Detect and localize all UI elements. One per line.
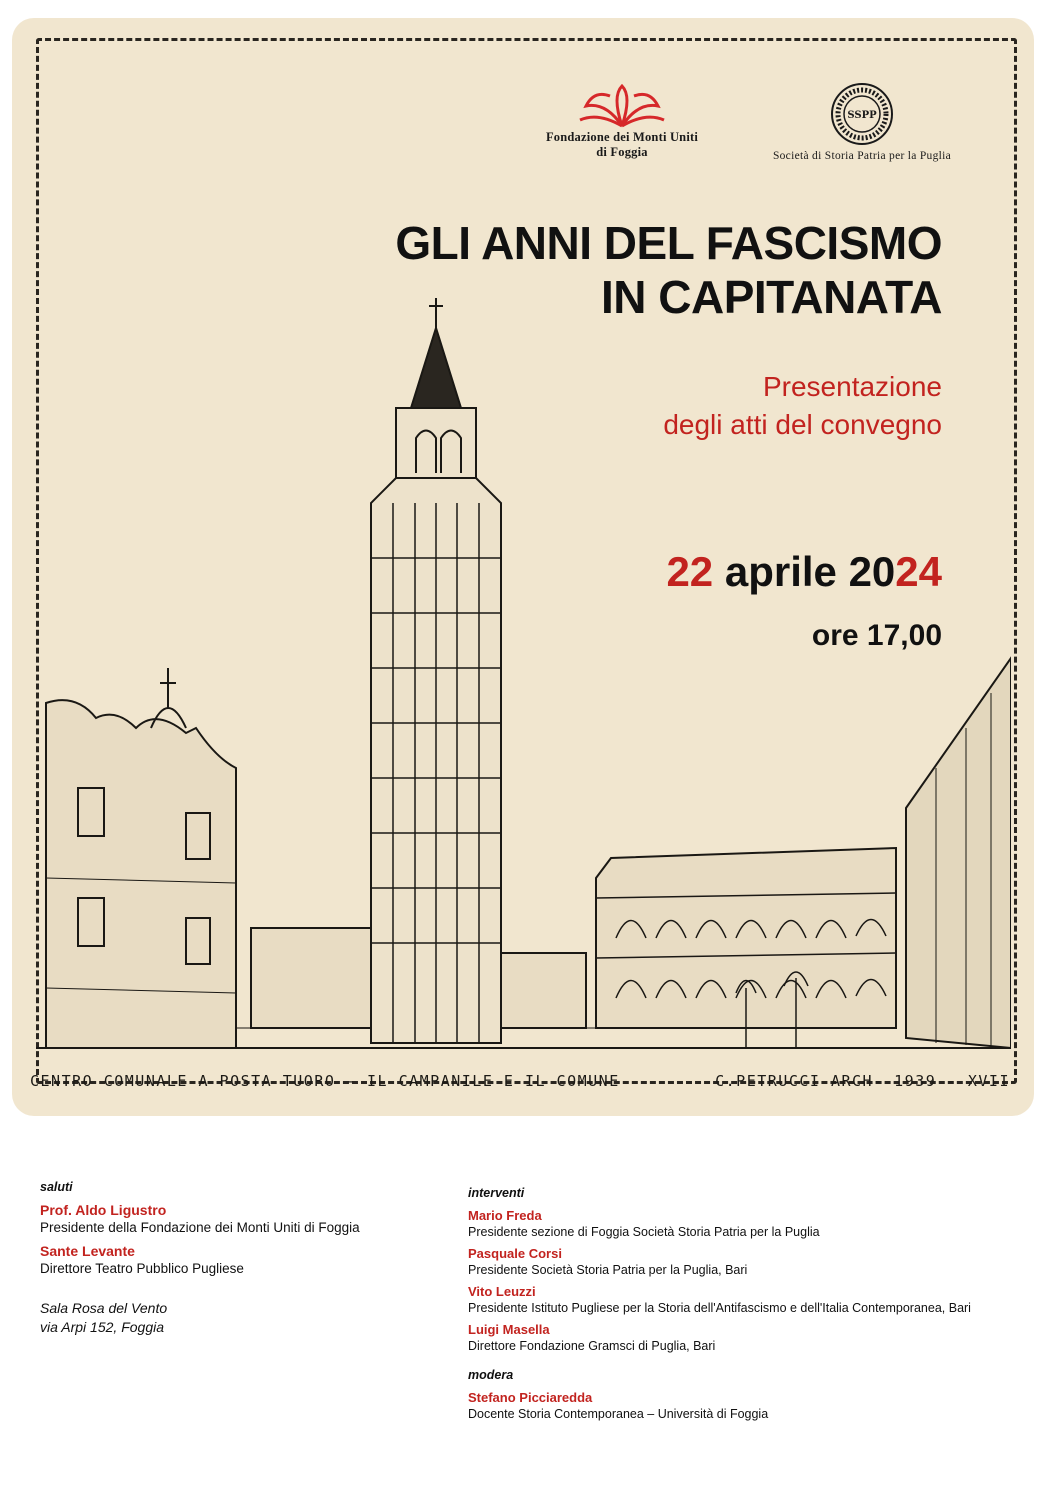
speaker [468,1208,1028,1240]
drawing-caption-right: C.PETRUCCI ARCH- 1939 - XVII [715,1072,1010,1090]
title-line2: IN CAPITANATA [600,271,942,323]
interventi-label: interventi [468,1186,525,1200]
title-line1: GLI ANNI DEL FASCISMO [395,217,942,269]
saluti-column [40,1180,440,1337]
speaker-role: Presidente della Fondazione dei Monti Uniti di Foggia [40,1220,360,1235]
event-subtitle [663,368,942,444]
moderator-block [468,1368,1028,1422]
speaker-name: Mario Freda [468,1208,542,1223]
subtitle-line1: Presentazione [762,371,942,402]
drawing-caption-left: CENTRO COMUNALE A POSTA TUORO - IL CAMPANILE E IL COMUNE [30,1072,620,1090]
modera-label: modera [468,1368,514,1382]
seal-text: SSPP [847,110,877,121]
speaker [40,1202,440,1236]
interventi-column [468,1186,1028,1428]
event-date [666,548,942,596]
fondazione-logo [522,82,722,160]
speaker-role: Presidente sezione di Foggia Società Storia Patria per la Puglia [468,1225,820,1239]
speaker-role: Presidente Istituto Pugliese per la Storia dell'Antifascismo e dell'Italia Contemporanea, Bari [468,1301,971,1315]
speaker-role: Presidente Società Storia Patria per la Puglia, Bari [468,1263,748,1277]
moderator [468,1390,1028,1422]
poster [12,18,1034,1116]
societa-logo [742,82,982,162]
speaker [468,1246,1028,1278]
venue-address: via Arpi 152, Foggia [40,1319,164,1335]
societa-seal-icon [830,82,894,146]
fondazione-name-line1: Fondazione dei Monti Uniti [545,130,699,144]
fondazione-flower-icon [576,82,668,128]
event-title [395,216,942,324]
speaker [468,1322,1028,1354]
speaker-role: Direttore Fondazione Gramsci di Puglia, Bari [468,1339,716,1353]
venue [40,1299,440,1337]
date-year-end: 24 [895,548,942,595]
societa-name: Società di Storia Patria per la Puglia [772,150,952,162]
fondazione-name-line2: di Foggia [596,145,648,159]
speaker-role: Direttore Teatro Pubblico Pugliese [40,1261,244,1276]
speaker [468,1284,1028,1316]
date-month: aprile 20 [713,548,896,595]
speaker-name: Prof. Aldo Ligustro [40,1202,167,1218]
speaker-name: Luigi Masella [468,1322,550,1337]
logos [12,82,1034,192]
saluti-label: saluti [40,1180,73,1194]
date-day: 22 [666,548,714,595]
speaker-name: Sante Levante [40,1243,135,1259]
speaker-name: Pasquale Corsi [468,1246,562,1261]
moderator-role: Docente Storia Contemporanea – Università di Foggia [468,1407,769,1421]
speaker [40,1243,440,1277]
event-time: ore 17,00 [811,619,942,652]
speaker-name: Vito Leuzzi [468,1284,536,1299]
moderator-name: Stefano Picciaredda [468,1390,593,1405]
subtitle-line2: degli atti del convegno [663,409,942,440]
venue-name: Sala Rosa del Vento [40,1300,168,1316]
